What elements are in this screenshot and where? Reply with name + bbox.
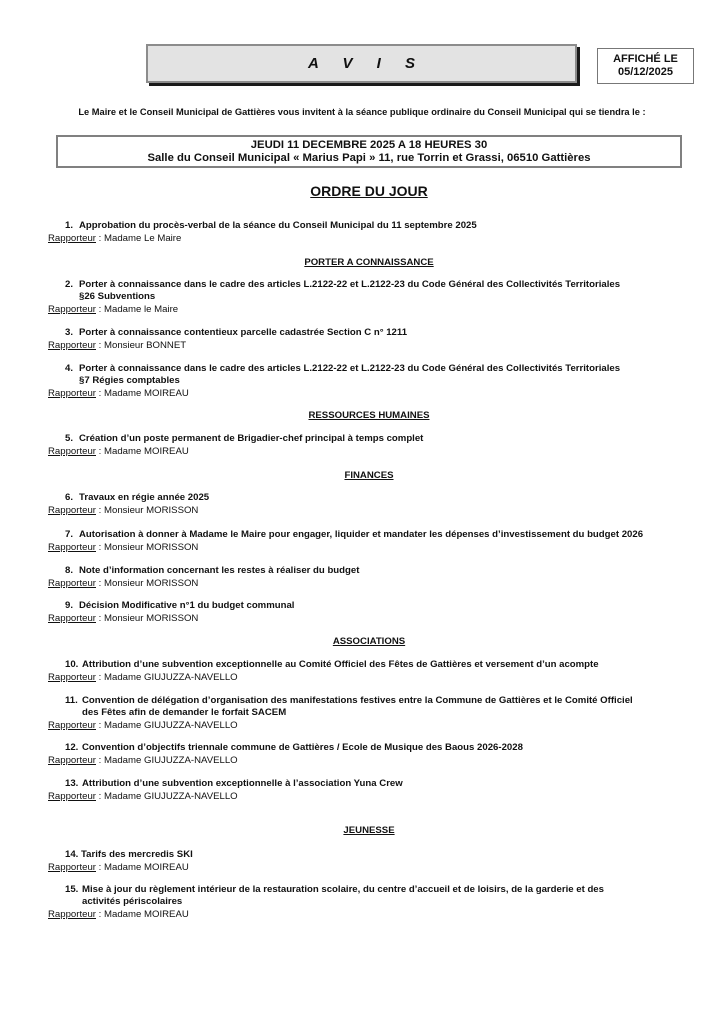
rapporteur-name: Madame MOIREAU (104, 909, 189, 920)
item-rapporteur: Rapporteur : Madame MOIREAU (48, 388, 189, 399)
item-number: 6. (65, 492, 74, 503)
item-number: 7. (65, 529, 74, 540)
meeting-details-box (56, 135, 682, 168)
item-title-line2: activités périscolaires (82, 896, 183, 907)
item-title: Attribution d’une subvention exceptionnelle au Comité Officiel des Fêtes de Gattières et versement d’un acompte (82, 659, 599, 670)
meeting-place: Salle du Conseil Municipal « Marius Papi » 11, rue Torrin et Grassi, 06510 Gattières (147, 151, 591, 164)
item-title: Mise à jour du règlement intérieur de la restauration scolaire, du centre d’accueil et de loisirs, de la garderie et des (82, 884, 604, 895)
rapporteur-name: Madame Le Maire (104, 233, 182, 244)
item-rapporteur: Rapporteur : Monsieur MORISSON (48, 578, 199, 589)
agenda-item (48, 884, 698, 921)
item-title: Autorisation à donner à Madame le Maire pour engager, liquider et mandater les dépenses d’investissement du budget 2026 (79, 529, 644, 540)
agenda-item (48, 363, 698, 400)
item-title-line2: §26 Subventions (79, 291, 156, 302)
agenda-title: ORDRE DU JOUR (310, 183, 428, 199)
rapporteur-label: Rapporteur (48, 909, 96, 920)
item-rapporteur: Rapporteur : Madame GIUJUZZA-NAVELLO (48, 791, 238, 802)
item-rapporteur: Rapporteur : Madame GIUJUZZA-NAVELLO (48, 720, 238, 731)
item-rapporteur: Rapporteur : Madame GIUJUZZA-NAVELLO (48, 755, 238, 766)
rapporteur-label: Rapporteur (48, 542, 96, 553)
agenda-item (48, 279, 698, 316)
rapporteur-name: Monsieur MORISSON (104, 505, 199, 516)
item-rapporteur: Rapporteur : Madame GIUJUZZA-NAVELLO (48, 672, 238, 683)
item-rapporteur: Rapporteur : Madame Le Maire (48, 233, 182, 244)
meeting-date: JEUDI 11 DECEMBRE 2025 A 18 HEURES 30 (250, 138, 488, 151)
agenda-item (48, 327, 698, 352)
item-number: 4. (65, 363, 74, 374)
item-title: Porter à connaissance contentieux parcelle cadastrée Section C n° 1211 (79, 327, 408, 338)
invitation-text: Le Maire et le Conseil Municipal de Gattières vous invitent à la séance publique ordinaire du Conseil Municipal qui se tiendra le : (78, 107, 646, 117)
agenda-item (48, 778, 698, 803)
rapporteur-label: Rapporteur (48, 755, 96, 766)
item-title: Attribution d’une subvention exceptionnelle à l’association Yuna Crew (82, 778, 403, 789)
item-number: 13. (65, 778, 79, 789)
rapporteur-name: Madame GIUJUZZA-NAVELLO (104, 672, 238, 683)
item-rapporteur: Rapporteur : Monsieur MORISSON (48, 542, 199, 553)
item-title-line2: des Fêtes afin de demander le forfait SACEM (82, 707, 287, 718)
rapporteur-name: Madame GIUJUZZA-NAVELLO (104, 720, 238, 731)
section-heading-rh: RESSOURCES HUMAINES (308, 410, 430, 421)
rapporteur-name: Madame GIUJUZZA-NAVELLO (104, 755, 238, 766)
agenda-item (48, 695, 698, 732)
item-title: Approbation du procès-verbal de la séance du Conseil Municipal du 11 septembre 2025 (79, 220, 477, 231)
item-number: 11. (65, 695, 78, 706)
agenda-item (48, 529, 698, 554)
rapporteur-label: Rapporteur (48, 340, 96, 351)
rapporteur-label: Rapporteur (48, 613, 96, 624)
avis-title: A V I S (308, 55, 425, 72)
rapporteur-name: Monsieur MORISSON (104, 578, 199, 589)
rapporteur-label: Rapporteur (48, 446, 96, 457)
item-rapporteur: Rapporteur : Madame MOIREAU (48, 909, 189, 920)
agenda-item (48, 600, 698, 625)
agenda-item (48, 742, 698, 767)
item-title: Convention d’objectifs triennale commune de Gattières / Ecole de Musique des Baous 2026-2028 (82, 742, 523, 753)
item-title-line2: §7 Régies comptables (79, 375, 180, 386)
rapporteur-label: Rapporteur (48, 578, 96, 589)
agenda-item (48, 492, 698, 517)
rapporteur-name: Monsieur MORISSON (104, 613, 199, 624)
item-rapporteur: Rapporteur : Madame MOIREAU (48, 446, 189, 457)
section-heading-jeunesse: JEUNESSE (343, 825, 395, 836)
rapporteur-name: Monsieur MORISSON (104, 542, 199, 553)
rapporteur-name: Madame MOIREAU (104, 862, 189, 873)
item-number: 1. (65, 220, 74, 231)
posted-date-box (597, 48, 694, 84)
section-heading-porter: PORTER A CONNAISSANCE (304, 257, 434, 268)
item-rapporteur: Rapporteur : Monsieur BONNET (48, 340, 187, 351)
rapporteur-label: Rapporteur (48, 304, 96, 315)
item-rapporteur: Rapporteur : Madame MOIREAU (48, 862, 189, 873)
agenda-item (48, 220, 698, 245)
item-rapporteur: Rapporteur : Madame le Maire (48, 304, 179, 315)
rapporteur-name: Monsieur BONNET (104, 340, 187, 351)
section-heading-finances: FINANCES (344, 470, 394, 481)
item-number: 14. (65, 849, 79, 860)
rapporteur-name: Madame GIUJUZZA-NAVELLO (104, 791, 238, 802)
item-title: Convention de délégation d’organisation des manifestations festives entre la Commune de Gattières et le Comité Officiel (82, 695, 633, 706)
item-number: 5. (65, 433, 74, 444)
rapporteur-label: Rapporteur (48, 233, 96, 244)
agenda-item (48, 659, 698, 684)
agenda-item (48, 565, 698, 590)
posted-label: AFFICHÉ LE (613, 53, 678, 65)
item-title: Porter à connaissance dans le cadre des articles L.2122-22 et L.2122-23 du Code Général des Collectivités Territoriales (79, 279, 621, 290)
agenda-item (48, 433, 698, 458)
item-number: 3. (65, 327, 74, 338)
rapporteur-label: Rapporteur (48, 505, 96, 516)
item-title: Tarifs des mercredis SKI (81, 849, 193, 860)
item-number: 8. (65, 565, 74, 576)
rapporteur-label: Rapporteur (48, 672, 96, 683)
rapporteur-label: Rapporteur (48, 862, 96, 873)
posted-date: 05/12/2025 (617, 66, 674, 78)
avis-header-box (146, 44, 577, 83)
rapporteur-name: Madame MOIREAU (104, 388, 189, 399)
item-title: Décision Modificative n°1 du budget communal (79, 600, 295, 611)
item-rapporteur: Rapporteur : Monsieur MORISSON (48, 613, 199, 624)
rapporteur-label: Rapporteur (48, 720, 96, 731)
rapporteur-label: Rapporteur (48, 791, 96, 802)
item-title: Note d’information concernant les restes à réaliser du budget (79, 565, 360, 576)
item-number: 9. (65, 600, 74, 611)
rapporteur-name: Madame MOIREAU (104, 446, 189, 457)
item-title: Création d’un poste permanent de Brigadier-chef principal à temps complet (79, 433, 424, 444)
item-title: Porter à connaissance dans le cadre des articles L.2122-22 et L.2122-23 du Code Général des Collectivités Territoriales (79, 363, 621, 374)
item-rapporteur: Rapporteur : Monsieur MORISSON (48, 505, 199, 516)
item-number: 10. (65, 659, 79, 670)
rapporteur-label: Rapporteur (48, 388, 96, 399)
rapporteur-name: Madame le Maire (104, 304, 179, 315)
item-number: 12. (65, 742, 79, 753)
item-number: 15. (65, 884, 79, 895)
item-number: 2. (65, 279, 74, 290)
section-heading-associations: ASSOCIATIONS (332, 636, 406, 647)
item-title: Travaux en régie année 2025 (79, 492, 210, 503)
agenda-item (48, 849, 698, 874)
